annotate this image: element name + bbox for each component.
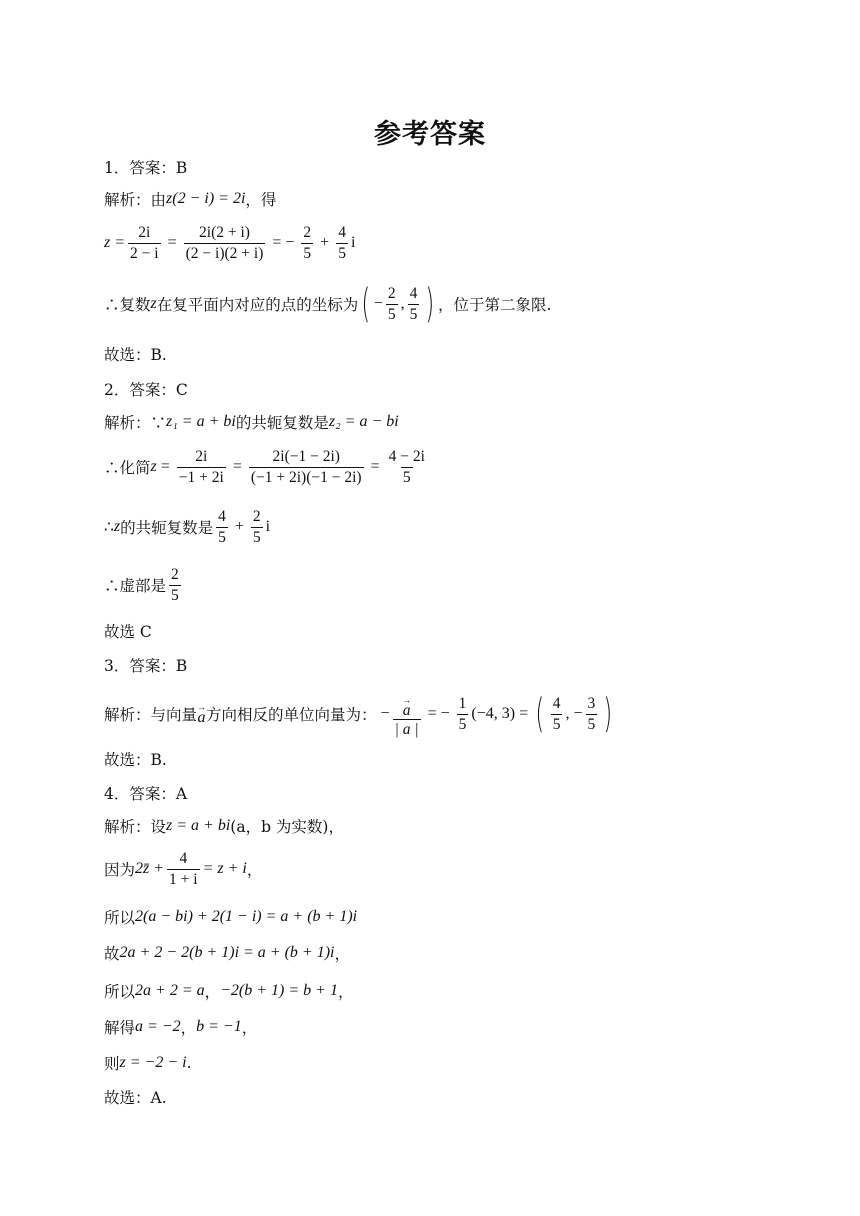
fraction — [551, 695, 563, 734]
denominator: (2 − i)(2 + i) — [185, 244, 264, 262]
equals-minus: = − — [272, 234, 295, 252]
fraction — [177, 448, 226, 487]
q2-line-4 — [104, 566, 184, 605]
numerator: 2i(−1 − 2i) — [272, 448, 340, 465]
q1-line-2 — [104, 224, 355, 263]
denominator: 5 — [338, 244, 346, 262]
math: 2z̄ + — [135, 860, 165, 878]
math: 2(a − bi) + 2(1 − i) = a + (b + 1)i — [135, 908, 358, 925]
text: 因为 — [104, 861, 136, 880]
math: z = a + bi — [166, 817, 231, 834]
q4-line-2 — [104, 850, 262, 889]
denominator: 5 — [252, 528, 261, 546]
q4-line-3 — [104, 906, 357, 928]
math: z = — [104, 234, 126, 252]
q4-line-7 — [104, 1052, 192, 1074]
math: 2a + 2 − 2(b + 1)i = a + (b + 1)i — [119, 944, 335, 961]
math: 2a + 2 = a — [135, 982, 205, 999]
text: 所以 — [104, 909, 136, 927]
denominator: 5 — [402, 468, 411, 486]
numerator: 1 — [458, 695, 467, 713]
fraction — [408, 285, 420, 324]
text: ，位于第二象限. — [438, 296, 552, 314]
denominator: 2 − i — [130, 244, 159, 262]
equals-sign: = — [232, 458, 242, 476]
q4-line-1 — [104, 815, 344, 837]
numerator: 2i — [138, 224, 151, 241]
vector-symbol: a — [197, 709, 206, 727]
text: ， — [334, 945, 351, 963]
q2-line-1 — [104, 411, 399, 433]
q3-line-1 — [104, 690, 616, 739]
math: z(2 − i) = 2i — [166, 190, 246, 207]
numerator: 4 — [218, 508, 226, 525]
math: a = −2 — [135, 1018, 181, 1035]
text: ， — [337, 983, 354, 1001]
denominator: 5 — [218, 528, 226, 546]
text: 在复平面内对应的点的坐标为 — [156, 296, 359, 314]
numerator: 2 — [252, 508, 261, 525]
q2-conclusion: 故选 C — [104, 623, 152, 641]
plus-sign: + — [320, 234, 330, 252]
equals-sign: = — [370, 458, 380, 476]
denominator: 5 — [552, 715, 561, 733]
text: ∴ — [104, 518, 114, 537]
denominator: 5 — [303, 244, 312, 262]
fraction — [251, 508, 263, 547]
math: z — [113, 518, 121, 536]
text: 则 — [104, 1055, 120, 1073]
text: ， — [241, 1019, 258, 1037]
q2-line-2 — [104, 448, 430, 487]
minus-sign: − — [373, 295, 383, 312]
text: 的共轭复数是 — [120, 519, 214, 538]
q4-conclusion: 故选：A. — [104, 1089, 167, 1107]
fraction — [457, 695, 469, 734]
equals-sign: = — [519, 705, 529, 723]
text: ， — [204, 983, 221, 1001]
fraction — [336, 224, 348, 263]
text: ∴化简 — [104, 459, 151, 478]
vector-value: (−4, 3) — [471, 705, 516, 723]
vector-a — [402, 696, 411, 718]
q2-answer: 2．答案：C — [104, 381, 188, 399]
fraction — [167, 850, 200, 889]
math: z — [150, 295, 157, 312]
q3-conclusion: 故选：B. — [104, 751, 167, 769]
text: . — [186, 1054, 192, 1072]
q1-line-3 — [104, 281, 552, 327]
equals-minus: = − — [427, 705, 450, 723]
minus-sign: − — [380, 705, 390, 723]
comma: , — [400, 295, 405, 312]
numerator: 4 — [338, 224, 346, 241]
equals-sign: = — [167, 234, 177, 252]
numerator: 3 — [587, 695, 596, 713]
left-paren: ( — [361, 281, 371, 327]
numerator: 2 — [171, 566, 179, 583]
numerator: 4 — [409, 284, 418, 302]
text: ， — [180, 1019, 197, 1037]
fraction — [393, 690, 421, 739]
q2-line-3 — [104, 508, 270, 547]
imag-unit: i — [265, 518, 271, 536]
text: ∴虚部是 — [104, 577, 167, 596]
q4-line-5 — [104, 980, 353, 1002]
q3-answer: 3．答案：B — [104, 657, 188, 675]
arrow-icon: → — [197, 702, 207, 713]
equals-sign: = — [160, 458, 170, 476]
numerator: 2i(2 + i) — [199, 224, 250, 241]
q4-line-4 — [104, 942, 350, 964]
right-paren: ) — [425, 281, 435, 327]
numerator: 4 − 2i — [388, 448, 425, 465]
numerator: 2i — [195, 448, 208, 465]
imag-unit: i — [350, 234, 356, 252]
fraction — [169, 566, 181, 605]
q4-line-6 — [104, 1016, 257, 1038]
text: 解得 — [104, 1019, 136, 1037]
fraction — [128, 224, 161, 263]
math: −2(b + 1) = b + 1 — [220, 982, 338, 999]
denominator: 5 — [458, 715, 467, 733]
math: z = −2 − i — [119, 1054, 187, 1071]
denominator: | a | — [394, 721, 419, 739]
denominator: −1 + 2i — [178, 468, 224, 486]
math: b = −1 — [196, 1018, 242, 1035]
math: = z + i — [202, 860, 247, 878]
denominator: 5 — [587, 715, 596, 733]
text: ， — [246, 861, 263, 880]
text: 解析：与向量 — [104, 706, 198, 725]
q4-answer: 4．答案：A — [104, 785, 188, 803]
numerator: 2 — [387, 284, 396, 302]
text: ，得 — [245, 191, 277, 209]
numerator: 4 — [179, 850, 188, 867]
text: (a，b 为实数)， — [230, 818, 344, 836]
numerator: 4 — [552, 695, 561, 713]
page-title: 参考答案 — [374, 119, 486, 150]
right-paren: ) — [603, 691, 613, 738]
q1-line-1 — [104, 188, 276, 210]
fraction — [387, 448, 427, 487]
denominator: 5 — [409, 305, 418, 323]
math: z₁ = a + bi — [166, 413, 236, 430]
arrow-icon: → — [402, 695, 412, 705]
numerator — [400, 690, 413, 719]
fraction — [301, 224, 313, 263]
numerator: 2 — [303, 224, 312, 241]
text: 所以 — [104, 983, 136, 1001]
text: ∴复数 — [104, 296, 151, 314]
q1-answer: 1．答案：B — [104, 159, 188, 177]
text: 解析：设 — [104, 818, 167, 836]
text: 故 — [104, 945, 120, 963]
left-paren: ( — [535, 691, 545, 738]
denominator: 5 — [171, 586, 179, 604]
text: 解析：∵ — [104, 414, 167, 432]
plus-sign: + — [234, 518, 244, 536]
text: 解析：由 — [104, 191, 167, 209]
fraction — [586, 695, 598, 734]
fraction — [249, 448, 364, 487]
q1-conclusion: 故选：B. — [104, 346, 167, 364]
denominator: (−1 + 2i)(−1 − 2i) — [250, 468, 362, 486]
vector-symbol: a — [402, 702, 411, 720]
math: z₂ = a − bi — [328, 413, 399, 430]
text: 方向相反的单位向量为： — [206, 706, 377, 725]
comma-minus: , − — [565, 705, 583, 723]
fraction — [184, 224, 266, 263]
math: z — [150, 458, 157, 476]
fraction — [216, 508, 228, 547]
vector-a — [197, 703, 206, 725]
denominator: 5 — [387, 305, 396, 323]
fraction — [386, 285, 398, 324]
denominator: 1 + i — [169, 870, 198, 888]
text: 的共轭复数是 — [235, 414, 329, 432]
